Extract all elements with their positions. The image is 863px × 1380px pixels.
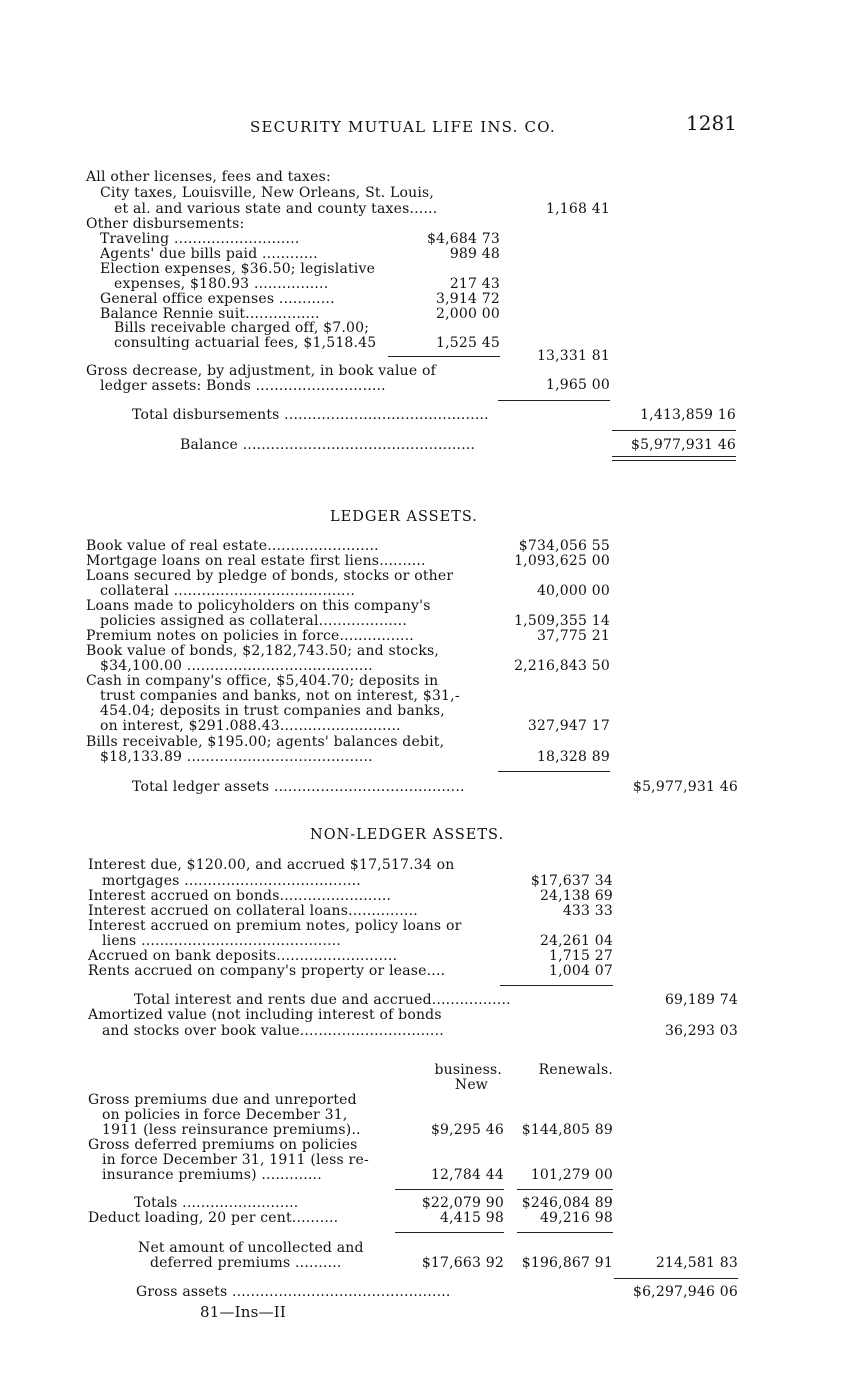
- text-line: et al. and various state and county taxes......: [114, 201, 438, 217]
- amount: 3,914 72: [436, 291, 500, 307]
- text-line: City taxes, Louisville, New Orleans, St. Louis,: [100, 185, 435, 201]
- amount: 1,965 00: [546, 377, 610, 393]
- text-line: expenses, $180.93 ................: [114, 276, 329, 292]
- total-disbursements-value: 1,413,859 16: [640, 407, 736, 423]
- text-line: Accrued on bank deposits..........................: [88, 948, 398, 964]
- text-line: mortgages ......................................: [102, 873, 361, 889]
- text-line: 454.04; deposits in trust companies and banks,: [100, 703, 445, 719]
- text-line: Agents' due bills paid ............: [100, 246, 318, 262]
- amount: 2,000 00: [436, 306, 500, 322]
- text-line: on interest, $291.088.43..........................: [100, 718, 401, 734]
- text-line: trust companies and banks, not on interest, $31,-: [100, 688, 460, 704]
- text-line: ledger assets: Bonds ............................: [100, 378, 386, 394]
- total-ledger-assets-label: Total ledger assets .........................................: [132, 779, 465, 795]
- text-line: Gross decrease, by adjustment, in book value of: [86, 363, 437, 379]
- amount: $196,867 91: [521, 1255, 613, 1271]
- sum-rule: [500, 985, 613, 986]
- amount: 101,279 00: [530, 1167, 613, 1183]
- amount: 1,525 45: [436, 335, 500, 351]
- text-line: Interest accrued on bonds........................: [88, 888, 392, 904]
- text-line: liens ...........................................: [102, 933, 342, 949]
- amount: 24,261 04: [539, 933, 613, 949]
- text-line: deferred premiums ..........: [150, 1255, 342, 1271]
- column-header-renewals: Renewals.: [538, 1062, 613, 1078]
- text-line: Premium notes on policies in force................: [86, 628, 414, 644]
- gross-assets-value: $6,297,946 06: [632, 1284, 738, 1300]
- text-line: Interest due, $120.00, and accrued $17,517.34 on: [88, 857, 455, 873]
- sum-rule: [388, 356, 500, 357]
- sum-rule: [395, 1189, 504, 1190]
- total-ledger-assets-value: $5,977,931 46: [632, 779, 738, 795]
- text-line: $34,100.00 ........................................: [100, 658, 373, 674]
- signature-mark: 81—Ins—II: [200, 1303, 287, 1321]
- amount: 4,415 98: [440, 1210, 504, 1226]
- text-line: Gross deferred premiums on policies: [88, 1137, 358, 1153]
- text-line: Other disbursements:: [86, 216, 245, 232]
- text-line: Net amount of uncollected and: [138, 1240, 364, 1256]
- amount: $22,079 90: [421, 1195, 504, 1211]
- amount: $4,684 73: [426, 231, 500, 247]
- balance-label: Balance ..................................................: [180, 437, 476, 453]
- text-line: $18,133.89 ........................................: [100, 749, 373, 765]
- amount: 327,947 17: [527, 718, 610, 734]
- text-line: Loans secured by pledge of bonds, stocks or other: [86, 568, 454, 584]
- text-line: Loans made to policyholders on this company's: [86, 598, 431, 614]
- text-line: on policies in force December 31,: [102, 1107, 348, 1123]
- amount: 1,093,625 00: [514, 553, 610, 569]
- amount: 24,138 69: [539, 888, 613, 904]
- double-rule: [612, 456, 736, 461]
- amount: 1,168 41: [546, 201, 610, 217]
- amount: 989 48: [449, 246, 500, 262]
- amount: 13,331 81: [536, 348, 610, 364]
- amount: 37,775 21: [536, 628, 610, 644]
- text-line: insurance premiums) .............: [102, 1167, 322, 1183]
- text-line: Bills receivable, $195.00; agents' balances debit,: [86, 734, 445, 750]
- amount: $17,663 92: [421, 1255, 504, 1271]
- text-line: Election expenses, $36.50; legislative: [100, 261, 376, 277]
- text-line: Totals .........................: [134, 1195, 299, 1211]
- non-ledger-assets-heading: NON-LEDGER ASSETS.: [310, 827, 505, 843]
- amount: 36,293 03: [664, 1023, 738, 1039]
- text-line: Interest accrued on collateral loans...............: [88, 903, 418, 919]
- amount: 2,216,843 50: [514, 658, 610, 674]
- text-line: Rents accrued on company's property or lease....: [88, 963, 446, 979]
- total-interest-value: 69,189 74: [664, 992, 738, 1008]
- amount: 217 43: [449, 276, 500, 292]
- column-header-new: New: [454, 1077, 488, 1093]
- sum-rule: [517, 1232, 613, 1233]
- amount: $246,084 89: [521, 1195, 613, 1211]
- amount: 1,715 27: [549, 948, 613, 964]
- text-line: General office expenses ............: [100, 291, 335, 307]
- amount: $9,295 46: [430, 1122, 504, 1138]
- text-line: Cash in company's office, $5,404.70; deposits in: [86, 673, 439, 689]
- amount: 18,328 89: [536, 749, 610, 765]
- sum-rule: [612, 430, 736, 431]
- sum-rule: [498, 400, 610, 401]
- page-number: 1281: [686, 111, 737, 135]
- amount: $17,637 34: [530, 873, 613, 889]
- amount: $734,056 55: [518, 538, 610, 554]
- text-line: Gross premiums due and unreported: [88, 1092, 357, 1108]
- text-line: and stocks over book value...............................: [102, 1023, 444, 1039]
- text-line: Book value of bonds, $2,182,743.50; and stocks,: [86, 643, 440, 659]
- gross-assets-label: Gross assets ...............................................: [136, 1284, 451, 1300]
- text-line: Amortized value (not including interest of bonds: [88, 1007, 442, 1023]
- text-line: Book value of real estate........................: [86, 538, 379, 554]
- sum-rule: [517, 1189, 613, 1190]
- text-line: Mortgage loans on real estate first liens..........: [86, 553, 426, 569]
- sum-rule: [498, 771, 610, 772]
- text-line: All other licenses, fees and taxes:: [86, 169, 331, 185]
- text-line: Traveling ...........................: [100, 231, 300, 247]
- text-line: Deduct loading, 20 per cent..........: [88, 1210, 339, 1226]
- sum-rule: [395, 1232, 504, 1233]
- text-line: Balance Rennie suit................: [100, 306, 320, 322]
- amount: 49,216 98: [539, 1210, 613, 1226]
- text-line: 1911 (less reinsurance premiums)..: [102, 1122, 361, 1138]
- text-line: collateral .......................................: [100, 583, 356, 599]
- total-interest-label: Total interest and rents due and accrued.................: [134, 992, 511, 1008]
- amount: 12,784 44: [430, 1167, 504, 1183]
- text-line: Interest accrued on premium notes, policy loans or: [88, 918, 462, 934]
- total-disbursements-label: Total disbursements ............................................: [132, 407, 489, 423]
- amount: 214,581 83: [655, 1255, 738, 1271]
- running-header: SECURITY MUTUAL LIFE INS. CO.: [250, 118, 556, 136]
- amount: 1,004 07: [549, 963, 613, 979]
- amount: 40,000 00: [536, 583, 610, 599]
- balance-value: $5,977,931 46: [630, 437, 736, 453]
- amount: 1,509,355 14: [514, 613, 610, 629]
- column-header-new: business.: [434, 1062, 502, 1078]
- text-line: in force December 31, 1911 (less re-: [102, 1152, 369, 1168]
- amount: $144,805 89: [521, 1122, 613, 1138]
- ledger-assets-heading: LEDGER ASSETS.: [330, 509, 478, 525]
- amount: 433 33: [562, 903, 613, 919]
- text-line: policies assigned as collateral...................: [100, 613, 407, 629]
- sum-rule: [614, 1278, 738, 1279]
- text-line: consulting actuarial fees, $1,518.45: [114, 335, 377, 351]
- text-line: Bills receivable charged off, $7.00;: [114, 320, 370, 336]
